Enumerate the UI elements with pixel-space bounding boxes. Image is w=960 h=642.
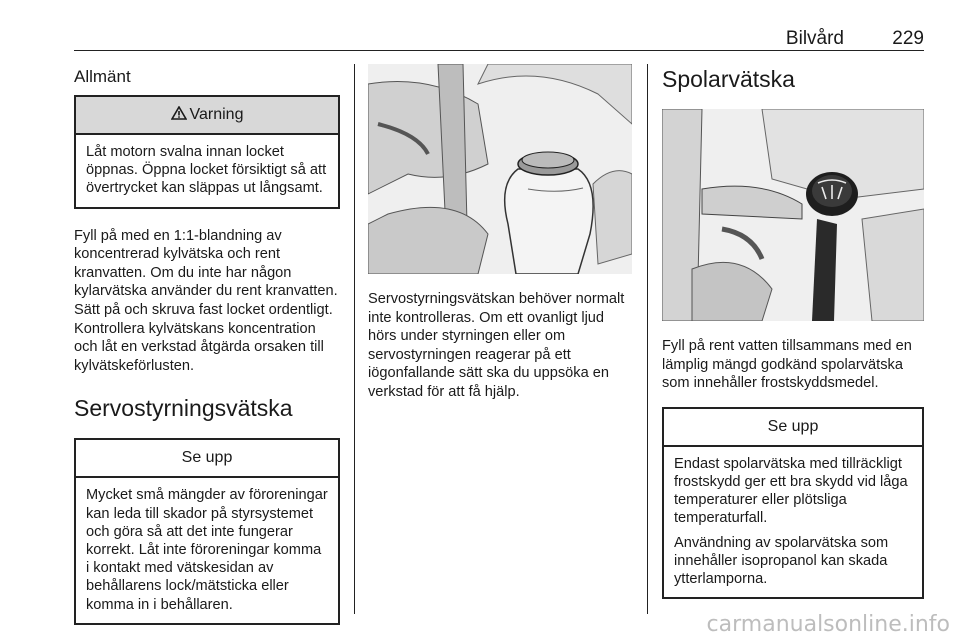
header-rule bbox=[74, 50, 924, 51]
power-steering-paragraph: Servostyrningsvätskan behöver normalt inte kontrolleras. Om ett ovanligt ljud hörs under styrningen eller om servostyrningen reagerar på ett iögonfallande sätt ska du uppsöka en verkstad för att få hjälp. bbox=[368, 291, 625, 400]
column-divider-1 bbox=[354, 64, 355, 614]
page-number: 229 bbox=[892, 28, 924, 49]
warning-header bbox=[76, 97, 338, 135]
section-title: Bilvård bbox=[785, 28, 844, 49]
column-divider-2 bbox=[647, 64, 648, 614]
column-2 bbox=[368, 64, 632, 402]
caution-header-washer: Se upp bbox=[664, 409, 922, 447]
caution-box-steering bbox=[74, 438, 340, 624]
caution-box-washer bbox=[662, 407, 924, 599]
section-heading-washer-fluid: Spolarvätska bbox=[662, 66, 795, 92]
column-1 bbox=[74, 64, 340, 625]
coolant-paragraph: Fyll på med en 1:1-blandning av koncentrerad kylvätska och rent kranvatten. Om du inte har någon kylarvätska använder du rent kranvatten. Sätt på och skruva fast locket ordentligt. Kontrollera kylvätskans koncentration och låt en verkstad åtgärda orsaken till kylvätskeförlusten. bbox=[74, 227, 338, 374]
warning-paragraph: Låt motorn svalna innan locket öppnas. Öppna locket försiktigt så att övertrycket kan släppas ut långsamt. bbox=[86, 144, 327, 197]
caution-paragraph-steering: Mycket små mängder av föroreningar kan leda till skador på styrsystemet och göra så att det inte fungerar korrekt. Låt inte föroreningar komma i kontakt med vätskesidan av behållarens lock/mätsticka eller komma in i behållaren. bbox=[86, 487, 328, 613]
column-3 bbox=[662, 64, 924, 599]
caution-text-steering bbox=[76, 478, 338, 622]
power-steering-reservoir-image bbox=[368, 64, 632, 274]
caution-paragraph-washer-2: Användning av spolarvätska som innehåller isopropanol kan skada ytterlamporna. bbox=[674, 534, 889, 587]
section-heading-power-steering: Servostyrningsvätska bbox=[74, 395, 293, 422]
warning-label: Varning bbox=[189, 106, 244, 123]
page-header bbox=[74, 28, 924, 54]
washer-fluid-paragraph: Fyll på rent vatten tillsammans med en lämplig mängd godkänd spolarvätska som innehåller frostskyddsmedel. bbox=[662, 338, 912, 392]
washer-fluid-reservoir-image bbox=[662, 109, 924, 321]
caution-text-washer bbox=[664, 447, 922, 597]
caution-header-steering: Se upp bbox=[76, 440, 338, 478]
section-heading-general: Allmänt bbox=[74, 67, 131, 86]
caution-paragraph-washer-1: Endast spolarvätska med tillräckligt frostskydd ger ett bra skydd vid låga temperaturer eller plötsliga temperaturfall. bbox=[674, 455, 908, 527]
watermark: carmanualsonline.info bbox=[706, 612, 950, 637]
warning-text bbox=[76, 135, 338, 207]
warning-triangle-icon bbox=[171, 106, 187, 120]
warning-box bbox=[74, 95, 340, 209]
